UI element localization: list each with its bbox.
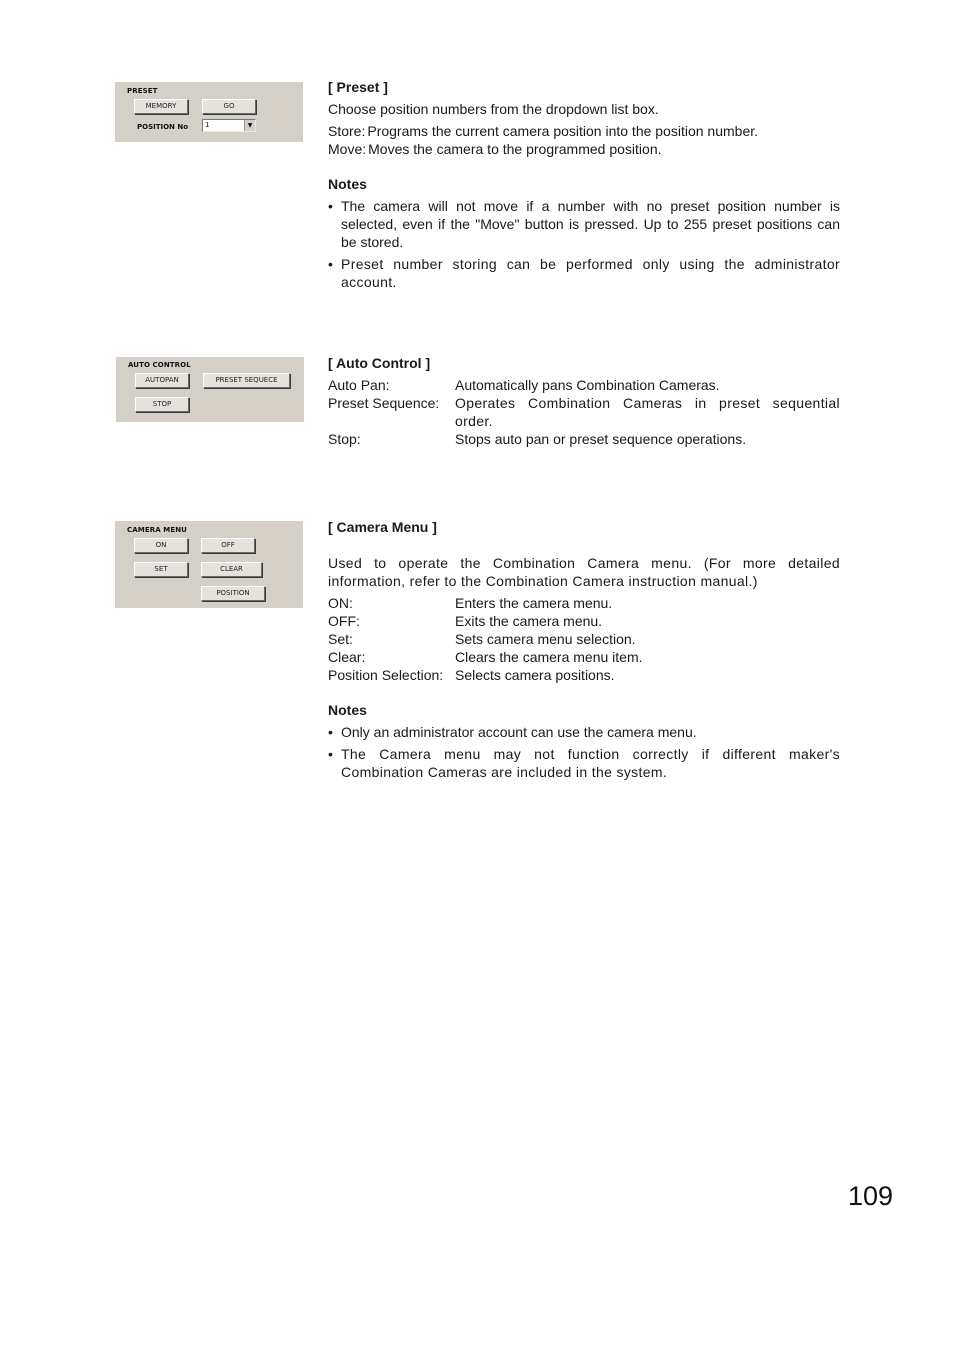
position-number-value: 1 xyxy=(205,121,210,129)
definition-row xyxy=(328,630,840,648)
definition-desc: Moves the camera to the programmed position. xyxy=(368,141,662,157)
preset-intro: Choose position numbers from the dropdown list box. xyxy=(328,101,659,117)
definition-desc: Automatically pans Combination Cameras. xyxy=(455,377,720,393)
go-button[interactable]: GO xyxy=(202,99,256,114)
definition-row xyxy=(328,648,840,666)
definition-term: Auto Pan: xyxy=(328,377,390,393)
clear-button[interactable]: CLEAR xyxy=(201,562,262,577)
on-button[interactable]: ON xyxy=(134,538,188,553)
definition-term: Stop: xyxy=(328,431,361,447)
note-text: Preset number storing can be performed only using the administrator account. xyxy=(341,256,840,290)
note-text: The Camera menu may not function correctly if different maker's Combination Cameras are included in the system. xyxy=(341,746,840,780)
definition-row xyxy=(328,612,840,630)
camera-menu-panel xyxy=(115,521,303,608)
definition-desc: Exits the camera menu. xyxy=(455,613,603,629)
definition-row xyxy=(328,122,840,140)
camera-menu-section xyxy=(328,518,840,781)
note-item xyxy=(328,723,840,741)
autopan-button[interactable]: AUTOPAN xyxy=(135,373,189,388)
bullet-icon: • xyxy=(328,724,333,740)
definition-term: OFF: xyxy=(328,613,360,629)
note-text: The camera will not move if a number with no preset position number is selected, even if the "Move" button is pressed. Up to 255 preset positions can be stored. xyxy=(341,198,840,250)
preset-sequence-button[interactable]: PRESET SEQUECE xyxy=(203,373,290,388)
definition-row xyxy=(328,594,840,612)
dropdown-arrow-icon[interactable]: ▼ xyxy=(244,120,255,131)
position-button[interactable]: POSITION xyxy=(201,586,265,601)
position-number-label: POSITION No xyxy=(137,123,189,131)
definition-desc: Stops auto pan or preset sequence operations. xyxy=(455,431,747,447)
off-button[interactable]: OFF xyxy=(201,538,255,553)
preset-heading: [ Preset ] xyxy=(328,79,388,95)
definition-row xyxy=(328,376,840,394)
camera-menu-heading: [ Camera Menu ] xyxy=(328,519,437,535)
preset-panel-title: PRESET xyxy=(127,87,158,95)
preset-panel xyxy=(115,82,303,142)
definition-desc: Enters the camera menu. xyxy=(455,595,613,611)
notes-heading: Notes xyxy=(328,702,367,718)
note-item xyxy=(328,745,840,781)
note-item xyxy=(328,197,840,251)
definition-desc: Selects camera positions. xyxy=(455,667,615,683)
notes-heading: Notes xyxy=(328,176,367,192)
definition-desc: Sets camera menu selection. xyxy=(455,631,636,647)
bullet-icon: • xyxy=(328,198,333,214)
definition-desc: Programs the current camera position into the position number. xyxy=(367,123,759,139)
definition-row xyxy=(328,430,840,448)
stop-button[interactable]: STOP xyxy=(135,397,189,412)
memory-button[interactable]: MEMORY xyxy=(134,99,188,114)
definition-desc: Clears the camera menu item. xyxy=(455,649,643,665)
page-number: 109 xyxy=(848,1181,894,1211)
position-number-select[interactable] xyxy=(202,119,256,132)
definition-desc: Operates Combination Cameras in preset sequential order. xyxy=(455,395,840,429)
definition-row xyxy=(328,140,840,158)
camera-menu-panel-title: CAMERA MENU xyxy=(127,526,187,534)
definition-term: Set: xyxy=(328,631,353,647)
note-text: Only an administrator account can use the camera menu. xyxy=(341,724,697,740)
preset-section xyxy=(328,78,840,291)
set-button[interactable]: SET xyxy=(134,562,188,577)
auto-control-panel xyxy=(116,357,304,422)
bullet-icon: • xyxy=(328,256,333,272)
auto-control-section xyxy=(328,354,840,448)
definition-row xyxy=(328,666,840,684)
definition-term: Move: xyxy=(328,141,367,157)
definition-term: Preset Sequence: xyxy=(328,395,440,411)
bullet-icon: • xyxy=(328,746,333,762)
note-item xyxy=(328,255,840,291)
definition-term: ON: xyxy=(328,595,353,611)
auto-control-heading: [ Auto Control ] xyxy=(328,355,431,371)
definition-row xyxy=(328,394,840,430)
definition-term: Store: xyxy=(328,123,366,139)
camera-menu-intro: Used to operate the Combination Camera menu. (For more detailed information, refer to the Combination Camera instruction manual.) xyxy=(328,555,840,589)
definition-term: Position Selection: xyxy=(328,667,444,683)
definition-term: Clear: xyxy=(328,649,366,665)
auto-control-panel-title: AUTO CONTROL xyxy=(128,361,191,369)
